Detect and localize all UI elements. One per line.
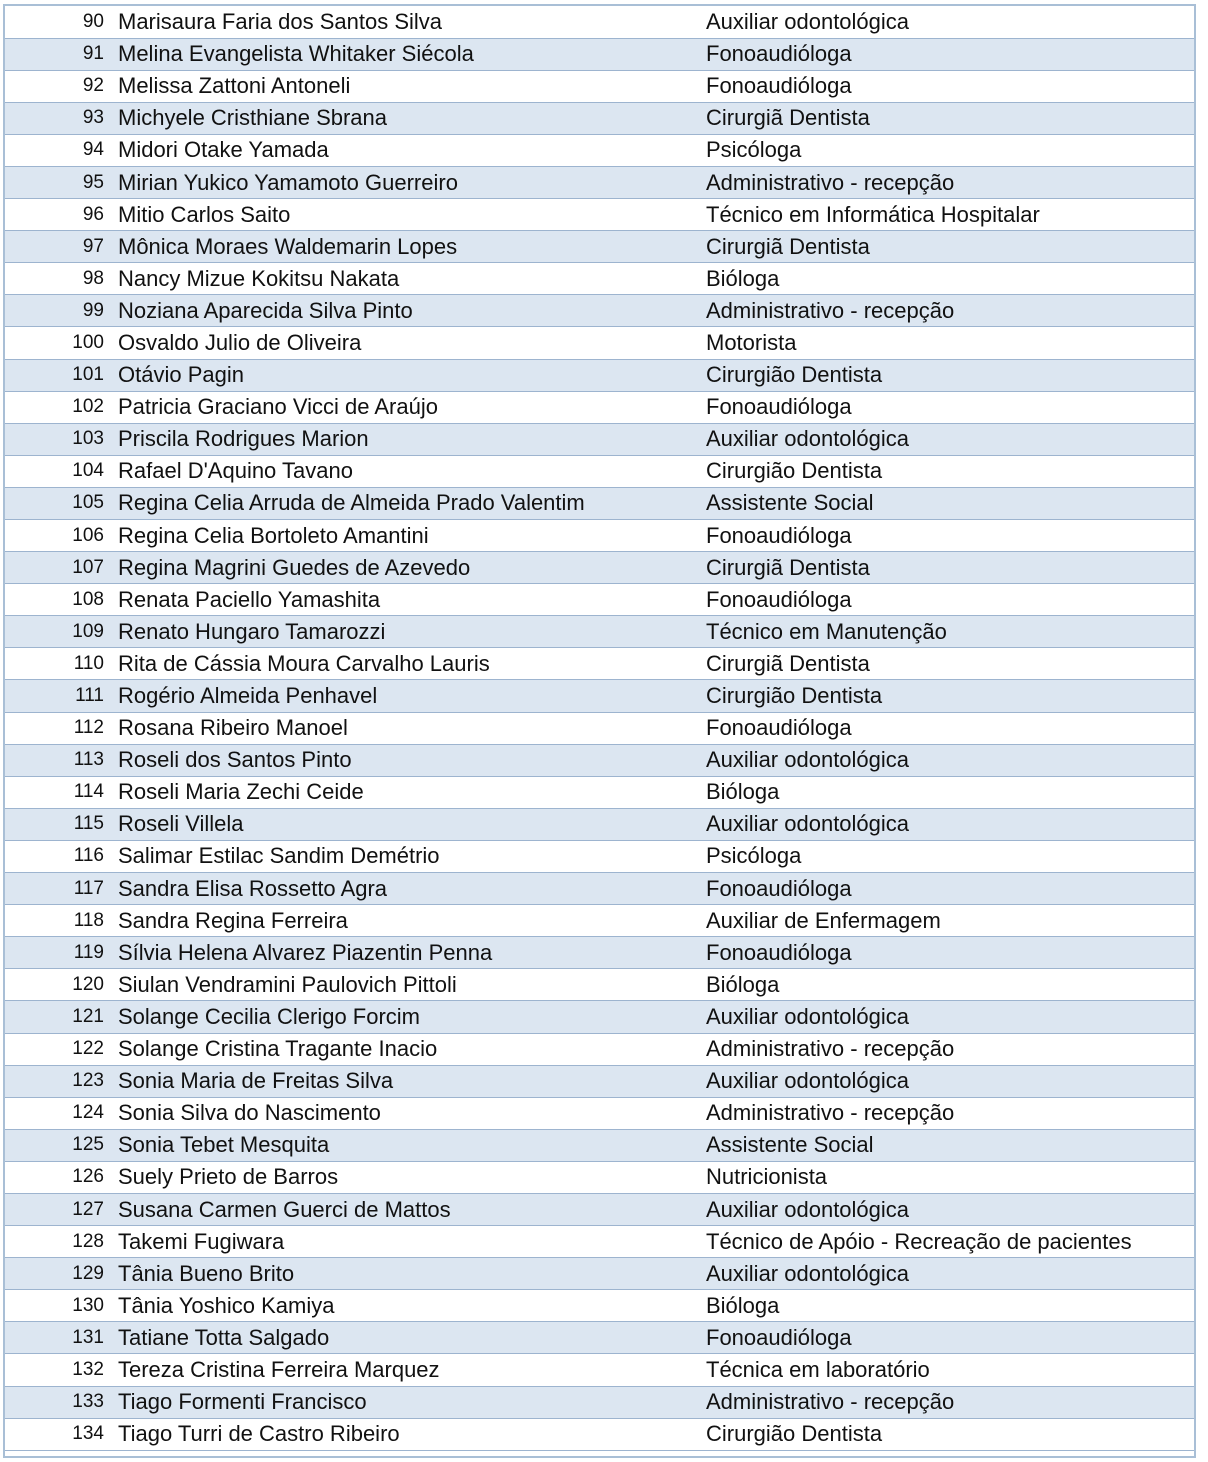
row-number: 117 [5,873,118,905]
row-number: 131 [5,1322,118,1354]
person-role: Nutricionista [690,1161,1194,1193]
person-name: Takemi Fugiwara [118,1226,690,1258]
row-number: 99 [5,295,118,327]
person-name: Tatiane Totta Salgado [118,1322,690,1354]
table-row [5,873,1194,905]
row-number: 104 [5,455,118,487]
table-row [5,937,1194,969]
row-number: 90 [5,6,118,38]
staff-table-body [5,6,1194,1450]
person-role: Cirurgiã Dentista [690,648,1194,680]
person-role: Auxiliar odontológica [690,1001,1194,1033]
table-row [5,905,1194,937]
table-row [5,1001,1194,1033]
row-number: 127 [5,1193,118,1225]
person-name: Melissa Zattoni Antoneli [118,70,690,102]
table-row [5,616,1194,648]
row-number: 118 [5,905,118,937]
row-number: 95 [5,166,118,198]
person-name: Tânia Yoshico Kamiya [118,1290,690,1322]
row-number: 120 [5,969,118,1001]
person-name: Solange Cecilia Clerigo Forcim [118,1001,690,1033]
person-name: Mônica Moraes Waldemarin Lopes [118,231,690,263]
person-name: Roseli Villela [118,808,690,840]
person-role: Técnico em Informática Hospitalar [690,199,1194,231]
row-number: 109 [5,616,118,648]
person-role: Auxiliar odontológica [690,423,1194,455]
row-number: 97 [5,231,118,263]
row-number: 132 [5,1354,118,1386]
person-name: Tereza Cristina Ferreira Marquez [118,1354,690,1386]
person-name: Sandra Regina Ferreira [118,905,690,937]
person-name: Tiago Formenti Francisco [118,1386,690,1418]
row-number: 122 [5,1033,118,1065]
table-row [5,584,1194,616]
person-name: Tiago Turri de Castro Ribeiro [118,1418,690,1450]
staff-table [5,6,1194,1451]
person-name: Roseli Maria Zechi Ceide [118,776,690,808]
person-name: Otávio Pagin [118,359,690,391]
person-name: Melina Evangelista Whitaker Siécola [118,38,690,70]
table-row [5,327,1194,359]
row-number: 113 [5,744,118,776]
person-role: Auxiliar odontológica [690,1065,1194,1097]
person-role: Administrativo - recepção [690,1033,1194,1065]
table-row [5,680,1194,712]
row-number: 114 [5,776,118,808]
row-number: 133 [5,1386,118,1418]
person-name: Renata Paciello Yamashita [118,584,690,616]
table-row [5,166,1194,198]
person-role: Bióloga [690,776,1194,808]
row-number: 98 [5,263,118,295]
person-role: Psicóloga [690,134,1194,166]
person-name: Renato Hungaro Tamarozzi [118,616,690,648]
table-row [5,134,1194,166]
person-role: Fonoaudióloga [690,584,1194,616]
table-row [5,712,1194,744]
row-number: 119 [5,937,118,969]
staff-table-container [3,4,1196,1458]
row-number: 121 [5,1001,118,1033]
row-number: 134 [5,1418,118,1450]
table-row [5,648,1194,680]
table-row [5,391,1194,423]
table-row [5,1193,1194,1225]
person-name: Sonia Tebet Mesquita [118,1129,690,1161]
row-number: 105 [5,487,118,519]
row-number: 94 [5,134,118,166]
row-number: 103 [5,423,118,455]
row-number: 130 [5,1290,118,1322]
table-row [5,969,1194,1001]
row-number: 116 [5,840,118,872]
person-role: Técnico em Manutenção [690,616,1194,648]
row-number: 92 [5,70,118,102]
person-name: Sonia Silva do Nascimento [118,1097,690,1129]
person-role: Auxiliar odontológica [690,6,1194,38]
person-name: Rosana Ribeiro Manoel [118,712,690,744]
row-number: 123 [5,1065,118,1097]
person-name: Tânia Bueno Brito [118,1258,690,1290]
person-role: Psicóloga [690,840,1194,872]
table-row [5,359,1194,391]
person-role: Fonoaudióloga [690,391,1194,423]
person-role: Motorista [690,327,1194,359]
person-name: Regina Celia Bortoleto Amantini [118,520,690,552]
person-role: Auxiliar odontológica [690,808,1194,840]
person-role: Auxiliar de Enfermagem [690,905,1194,937]
table-row [5,520,1194,552]
person-role: Fonoaudióloga [690,1322,1194,1354]
person-name: Sandra Elisa Rossetto Agra [118,873,690,905]
table-row [5,1161,1194,1193]
table-row [5,808,1194,840]
person-name: Rita de Cássia Moura Carvalho Lauris [118,648,690,680]
table-row [5,776,1194,808]
person-role: Administrativo - recepção [690,295,1194,327]
person-role: Técnico de Apóio - Recreação de pacientes [690,1226,1194,1258]
person-role: Bióloga [690,263,1194,295]
person-name: Midori Otake Yamada [118,134,690,166]
table-row [5,1418,1194,1450]
person-name: Roseli dos Santos Pinto [118,744,690,776]
person-name: Osvaldo Julio de Oliveira [118,327,690,359]
row-number: 112 [5,712,118,744]
person-role: Cirurgião Dentista [690,359,1194,391]
table-row [5,1033,1194,1065]
person-role: Cirurgiã Dentista [690,102,1194,134]
person-role: Cirurgião Dentista [690,1418,1194,1450]
person-role: Fonoaudióloga [690,70,1194,102]
table-row [5,70,1194,102]
person-role: Administrativo - recepção [690,1097,1194,1129]
person-name: Michyele Cristhiane Sbrana [118,102,690,134]
row-number: 107 [5,552,118,584]
row-number: 110 [5,648,118,680]
table-row [5,1354,1194,1386]
person-name: Sílvia Helena Alvarez Piazentin Penna [118,937,690,969]
person-role: Cirurgiã Dentista [690,552,1194,584]
row-number: 115 [5,808,118,840]
person-role: Administrativo - recepção [690,166,1194,198]
row-number: 93 [5,102,118,134]
row-number: 108 [5,584,118,616]
person-name: Priscila Rodrigues Marion [118,423,690,455]
row-number: 125 [5,1129,118,1161]
table-row [5,199,1194,231]
person-name: Rogério Almeida Penhavel [118,680,690,712]
person-name: Sonia Maria de Freitas Silva [118,1065,690,1097]
table-row [5,102,1194,134]
person-role: Assistente Social [690,1129,1194,1161]
table-row [5,455,1194,487]
person-name: Noziana Aparecida Silva Pinto [118,295,690,327]
person-name: Regina Magrini Guedes de Azevedo [118,552,690,584]
table-row [5,6,1194,38]
table-row [5,744,1194,776]
person-role: Fonoaudióloga [690,520,1194,552]
person-name: Rafael D'Aquino Tavano [118,455,690,487]
row-number: 106 [5,520,118,552]
table-row [5,1226,1194,1258]
person-name: Siulan Vendramini Paulovich Pittoli [118,969,690,1001]
table-row [5,840,1194,872]
person-name: Salimar Estilac Sandim Demétrio [118,840,690,872]
person-role: Cirurgiã Dentista [690,231,1194,263]
person-role: Bióloga [690,969,1194,1001]
table-row [5,1258,1194,1290]
person-role: Cirurgião Dentista [690,680,1194,712]
table-row [5,38,1194,70]
person-role: Auxiliar odontológica [690,1258,1194,1290]
table-row [5,552,1194,584]
table-row [5,1097,1194,1129]
person-name: Patricia Graciano Vicci de Araújo [118,391,690,423]
person-name: Regina Celia Arruda de Almeida Prado Valentim [118,487,690,519]
person-role: Fonoaudióloga [690,937,1194,969]
table-row [5,1322,1194,1354]
person-role: Técnica em laboratório [690,1354,1194,1386]
table-row [5,1386,1194,1418]
person-role: Bióloga [690,1290,1194,1322]
table-row [5,1065,1194,1097]
row-number: 102 [5,391,118,423]
table-row [5,295,1194,327]
row-number: 111 [5,680,118,712]
person-role: Fonoaudióloga [690,873,1194,905]
person-name: Mitio Carlos Saito [118,199,690,231]
person-name: Mirian Yukico Yamamoto Guerreiro [118,166,690,198]
table-row [5,423,1194,455]
person-role: Auxiliar odontológica [690,1193,1194,1225]
table-row [5,1290,1194,1322]
person-role: Auxiliar odontológica [690,744,1194,776]
table-row [5,231,1194,263]
person-name: Nancy Mizue Kokitsu Nakata [118,263,690,295]
row-number: 91 [5,38,118,70]
row-number: 124 [5,1097,118,1129]
table-row [5,1129,1194,1161]
person-name: Susana Carmen Guerci de Mattos [118,1193,690,1225]
person-name: Suely Prieto de Barros [118,1161,690,1193]
person-role: Assistente Social [690,487,1194,519]
person-role: Fonoaudióloga [690,712,1194,744]
person-name: Solange Cristina Tragante Inacio [118,1033,690,1065]
row-number: 129 [5,1258,118,1290]
row-number: 100 [5,327,118,359]
person-role: Administrativo - recepção [690,1386,1194,1418]
person-name: Marisaura Faria dos Santos Silva [118,6,690,38]
row-number: 126 [5,1161,118,1193]
table-row [5,487,1194,519]
person-role: Fonoaudióloga [690,38,1194,70]
person-role: Cirurgião Dentista [690,455,1194,487]
row-number: 101 [5,359,118,391]
row-number: 128 [5,1226,118,1258]
row-number: 96 [5,199,118,231]
table-row [5,263,1194,295]
